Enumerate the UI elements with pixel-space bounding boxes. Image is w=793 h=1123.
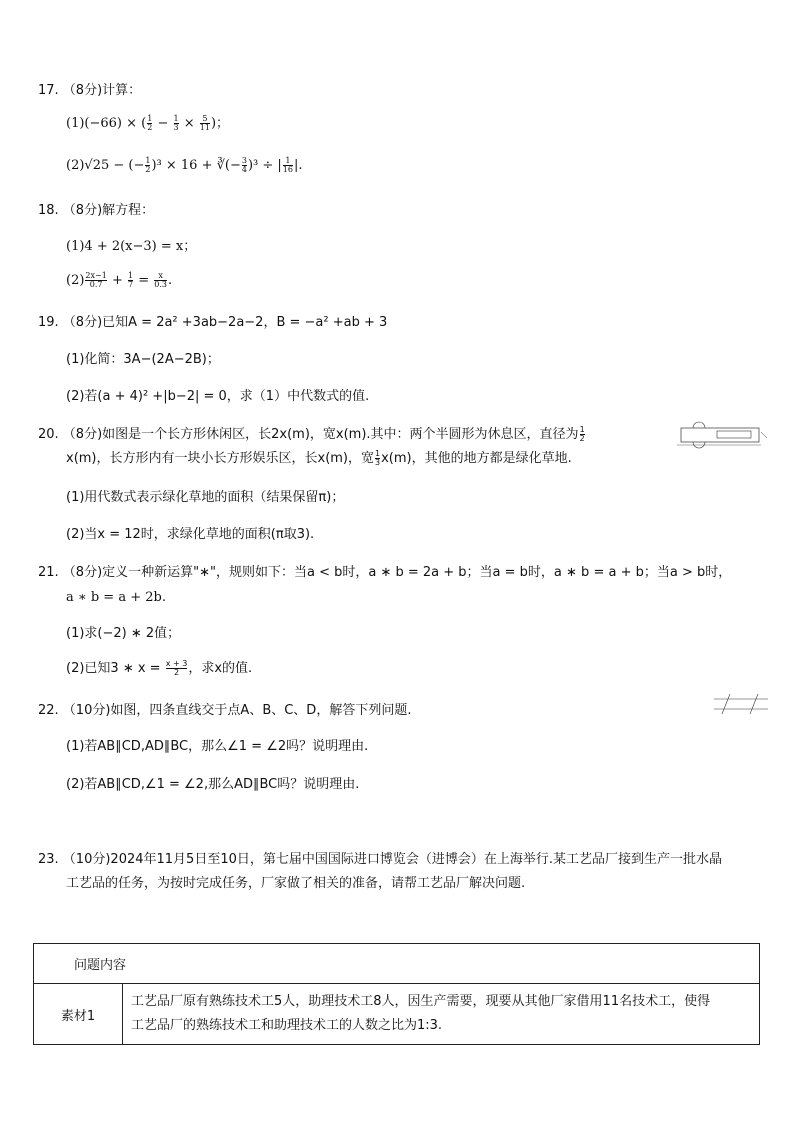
table-header-cell: 问题内容 xyxy=(34,944,760,984)
q17-part1: (1)(−66) × ( $\frac{1}{2}$ − $\frac{1}{3}$ × $\frac{5}{11}$ )； xyxy=(66,114,230,132)
q20-rectangle-figure xyxy=(675,420,770,450)
q23-heading-line1: 23. （10分)2024年11月5日至10日，第七届中国国际进口博览会（进博会）在上海举行.某工艺品厂接到生产一批水晶 xyxy=(38,852,722,867)
q23-heading-line2: 工艺品的任务，为按时完成任务，厂家做了相关的准备，请帮工艺品厂解决问题. xyxy=(66,876,526,891)
fraction: $\frac{1}{2}$ xyxy=(145,156,151,174)
q22-lines-figure xyxy=(712,693,770,715)
fraction: $\frac{2x-1}{0.7}$ xyxy=(85,271,107,289)
fraction: $\frac{1}{3}$ xyxy=(375,449,381,467)
q22-part2: (2)若AB∥CD,∠1 = ∠2,那么AD∥BC吗？说明理由. xyxy=(66,777,360,792)
q20-heading-line1: 20. （8分)如图是一个长方形休闲区，长2x(m)，宽x(m).其中：两个半圆形为休息区，直径为 $\frac{1}{2}$ xyxy=(38,425,585,443)
fraction: $\frac{1}{2}$ xyxy=(147,114,153,132)
fraction: $\frac{x}{0.3}$ xyxy=(154,271,167,289)
q18-heading: 18. （8分)解方程： xyxy=(38,203,155,218)
q17-heading: 17. （8分)计算： xyxy=(38,83,142,98)
q17-part2: (2)√25 − (− $\frac{1}{2}$ )³ × 16 + ∛(− $\frac{3}{4}$ )³ ÷ | $\frac{1}{16}$ |. xyxy=(66,156,303,174)
q19-part1: (1)化简：3A−(2A−2B)； xyxy=(66,352,220,367)
q19-heading: 19. （8分)已知A = 2a² +3ab−2a−2，B = −a² +ab + 3 xyxy=(38,315,388,330)
fraction: $\frac{1}{3}$ xyxy=(173,114,179,132)
q21-heading-line1: 21. （8分)定义一种新运算"∗"，规则如下：当a < b时，a ∗ b = 2a + b；当a = b时，a ∗ b = a + b；当a > b时， xyxy=(38,565,732,580)
q20-part1: (1)用代数式表示绿化草地的面积（结果保留π)； xyxy=(66,490,345,505)
fraction: $\frac{1}{2}$ xyxy=(579,425,585,443)
fraction: $\frac{3}{4}$ xyxy=(241,156,247,174)
material-label-cell: 素材1 xyxy=(34,984,123,1045)
fraction: $\frac{5}{11}$ xyxy=(199,114,210,132)
q18-part1: (1)4 + 2(x−3) = x； xyxy=(66,239,197,254)
material-content-cell: 工艺品厂原有熟练技术工5人，助理技术工8人，因生产需要，现要从其他厂家借用11名技术工，使得 工艺品厂的熟练技术工和助理技术工的人数之比为1:3. xyxy=(123,984,760,1045)
fraction: $\frac{1}{7}$ xyxy=(128,271,134,289)
q18-part2: (2) $\frac{2x-1}{0.7}$ + $\frac{1}{7}$ = $\frac{x}{0.3}$ . xyxy=(66,271,173,289)
q19-part2: (2)若(a + 4)² +|b−2| = 0，求（1）中代数式的值. xyxy=(66,389,370,404)
q21-heading-line2: a ∗ b = a + 2b. xyxy=(66,590,166,605)
q20-heading-line2: x(m)，长方形内有一块小长方形娱乐区，长x(m)，宽 $\frac{1}{3}$ x(m)，其他的地方都是绿化草地. xyxy=(66,449,572,467)
q22-heading: 22. （10分)如图，四条直线交于点A、B、C、D，解答下列问题. xyxy=(38,703,412,718)
q21-part2: (2)已知3 ∗ x = $\frac{x + 3}{2}$ ，求x的值. xyxy=(66,659,253,677)
q23-materials-table xyxy=(33,943,760,1045)
q20-part2: (2)当x = 12时，求绿化草地的面积(π取3). xyxy=(66,527,315,542)
fraction: $\frac{1}{16}$ xyxy=(282,156,293,174)
fraction: $\frac{x + 3}{2}$ xyxy=(165,659,188,677)
q21-part1: (1)求(−2) ∗ 2值； xyxy=(66,626,181,641)
q22-part1: (1)若AB∥CD,AD∥BC，那么∠1 = ∠2吗？说明理由. xyxy=(66,739,369,754)
